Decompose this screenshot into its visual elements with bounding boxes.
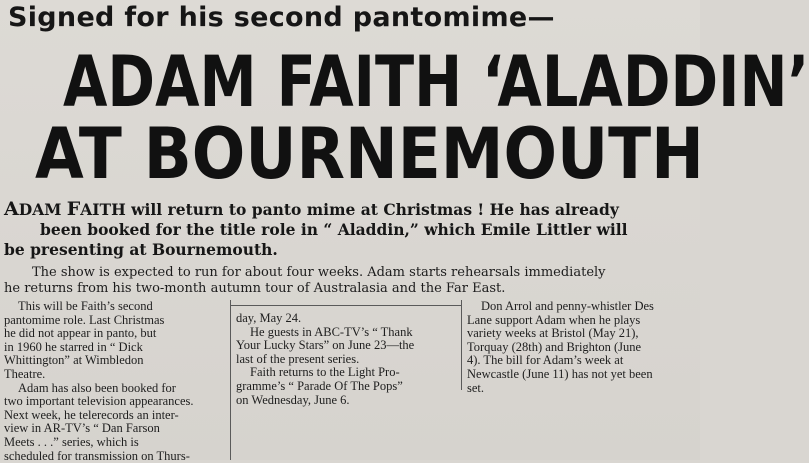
column-2-line: Your Lucky Stars” on June 23—the [236,338,415,353]
column-3-line: Torquay (28th) and Brighton (June [467,339,642,354]
drop-cap-f: F [66,198,81,220]
column-rule-horizontal [230,305,461,306]
column-2-line: day, May 24. [236,311,302,325]
column-1-line: scheduled for transmission on Thurs- [4,448,190,463]
column-1-line: view in AR-TV’s “ Dan Farson [4,421,160,436]
column-3-line: set. [467,380,485,395]
kicker-headline: Signed for his second pantomime— [8,2,555,33]
column-1-line: in 1960 he starred in “ Dick [4,339,143,354]
column-2-line: He guests in ABC-TV’s “ Thank [250,324,413,339]
column-1-line: Theatre. [4,366,46,381]
column-2-line: Faith returns to the Light Pro- [250,365,400,380]
column-2 [236,312,456,407]
column-rule-vertical [461,300,462,390]
column-2-line: gramme’s “ Parade Of The Pops” [236,378,403,393]
column-1-line: he did not appear in panto, but [4,326,157,341]
column-3 [467,300,695,395]
column-2-line: on Wednesday, June 6. [236,392,350,407]
column-3-line: Lane support Adam when he plays [467,312,641,327]
column-1-line: Meets . . .” series, which is [4,434,139,449]
lead-paragraph [4,199,696,260]
lead-name-part-1: DAM [18,200,67,219]
column-1-line: two important television appearances. [4,394,194,409]
column-1-line: Next week, he telerecords an inter- [4,407,179,422]
body-paragraph [4,265,696,297]
lead-line-1 [4,199,696,220]
column-3-line: Don Arrol and penny-whistler Des [481,299,654,313]
lead-line-1-rest: will return to panto mime at Christmas ! He has already [125,200,619,219]
main-headline-line-2: AT BOURNEMOUTH [35,113,704,195]
lead-line-2: been booked for the title role in “ Aladdin,” which Emile Littler will [40,220,628,239]
drop-cap-a: A [4,198,19,220]
column-3-line: 4). The bill for Adam’s week at [467,353,624,368]
body-paragraph-line: The show is expected to run for about four weeks. Adam starts rehearsals immediately [32,265,606,280]
column-1-line: Adam has also been booked for [18,380,176,395]
column-2-line: last of the present series. [236,351,360,366]
lead-line-3: be presenting at Bournemouth. [4,240,278,259]
body-paragraph-line: he returns from his two-month autumn tour of Australasia and the Far East. [4,281,506,296]
column-rule-vertical [230,300,231,460]
column-1-line: This will be Faith’s second [18,299,153,313]
column-3-line: variety weeks at Bristol (May 21), [467,326,639,341]
column-1 [4,300,226,463]
main-headline-line-1: ADAM FAITH ‘ALADDIN’ [63,41,809,123]
lead-name-part-2: AITH [80,200,126,219]
column-3-line: Newcastle (June 11) has not yet been [467,366,653,381]
column-1-line: pantomime role. Last Christmas [4,312,165,327]
column-1-line: Whittington” at Wimbledon [4,353,144,368]
